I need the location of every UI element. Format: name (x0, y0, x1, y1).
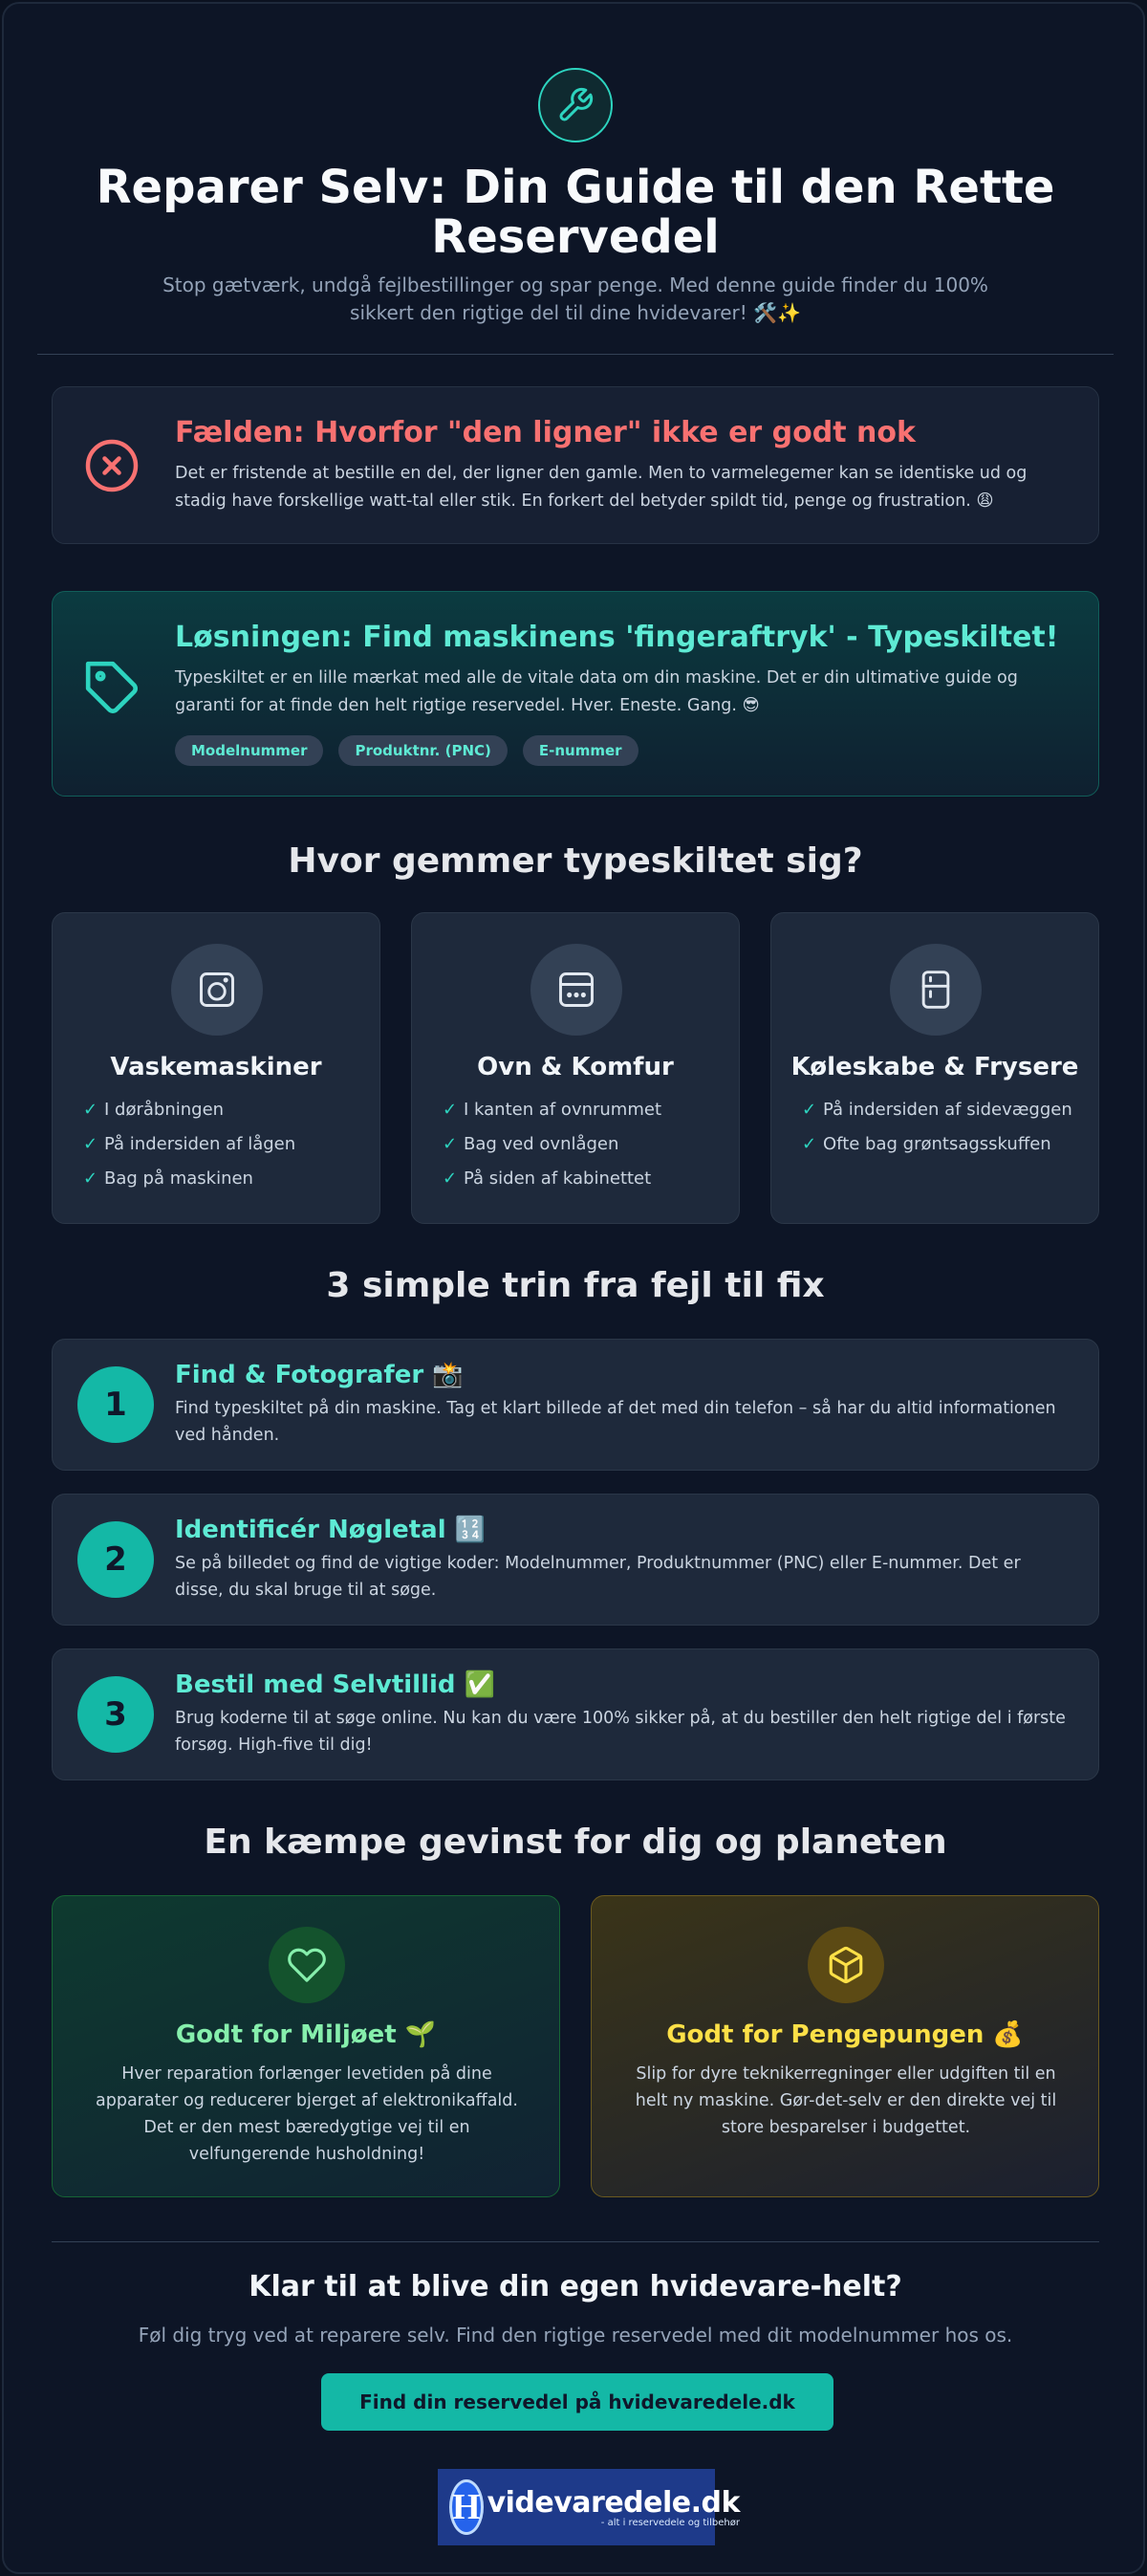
location-title: Vaskemaskiner (110, 1053, 322, 1081)
logo-name: videvaredele.dk (487, 2486, 740, 2520)
tag-pnc: Produktnr. (PNC) (338, 735, 507, 766)
step-number: 1 (77, 1366, 154, 1443)
cta-title: Klar til at blive din egen hvidevare-helt? (249, 2270, 902, 2303)
logo-text (487, 2486, 740, 2528)
step-title: Bestil med Selvtillid ✅ (175, 1670, 495, 1699)
page-subtitle: Stop gætværk, undgå fejlbestillinger og spar penge. Med denne guide finder du 100% sikkert den rigtige del til dine hvidevarer! 🛠️✨ (162, 273, 988, 324)
solution-title: Løsningen: Find maskinens 'fingeraftryk' - Typeskiltet! (175, 621, 1059, 654)
hvidevaredele-logo[interactable] (438, 2469, 740, 2545)
tag-list (175, 735, 638, 766)
solution-text: Typeskiltet er en lille mærkat med alle de vitale data om din maskine. Det er din ultimative guide og garanti for at finde den helt rigtige reservedel. Hver. Eneste. Gang. 😎 (175, 668, 1018, 715)
location-title: Ovn & Komfur (477, 1053, 674, 1081)
benefit-title: Godt for Pengepungen 💰 (666, 2020, 1024, 2049)
oven-icon (530, 944, 622, 1036)
benefit-text: Slip for dyre teknikerregninger eller udgiften til en helt ny maskine. Gør-det-selv er den direkte vej til store besparelser i budgettet. (635, 2064, 1057, 2137)
step-number: 3 (77, 1676, 154, 1753)
check-icon: ✓ (802, 1134, 817, 1154)
list-item: ✓ I døråbningen (83, 1097, 360, 1124)
tag-icon (83, 659, 142, 722)
check-icon: ✓ (443, 1168, 458, 1189)
step-text: Find typeskiltet på din maskine. Tag et klart billede af det med din telefon – så har du altid informationen ved hånden. (175, 1399, 1056, 1445)
find-part-button[interactable]: Find din reservedel på hvidevaredele.dk (321, 2373, 833, 2431)
divider (52, 2241, 1099, 2242)
step-text: Se på billedet og find de vigtige koder: Modelnummer, Produktnummer (PNC) eller E-nummer. Det er disse, du skal bruge til at søge. (175, 1554, 1021, 1600)
location-card-fridge (770, 912, 1099, 1224)
logo-mark: H (449, 2479, 484, 2535)
list-item: ✓ På indersiden af sidevæggen (802, 1097, 1079, 1124)
trap-title: Fælden: Hvorfor "den ligner" ikke er godt nok (175, 416, 916, 449)
check-icon: ✓ (83, 1168, 98, 1189)
list-item: ✓ Ofte bag grøntsagsskuffen (802, 1131, 1079, 1158)
wrench-icon (538, 68, 613, 142)
box-icon (808, 1927, 884, 2003)
divider (37, 354, 1114, 355)
page-title: Reparer Selv: Din Guide til den Rette Reservedel (96, 161, 1055, 264)
trap-text: Det er fristende at bestille en del, der ligner den gamle. Men to varmelegemer kan se identiske ud og stadig have forskellige watt-tal eller stik. En forkert del betyder spildt tid, penge og frustration. 😩 (175, 464, 1028, 511)
step-card-3 (52, 1648, 1099, 1780)
fridge-icon (890, 944, 982, 1036)
infographic-page (2, 2, 1145, 2574)
steps-heading: 3 simple trin fra fejl til fix (326, 1266, 825, 1305)
check-icon: ✓ (802, 1100, 817, 1120)
location-list (802, 1097, 1079, 1166)
list-item: ✓ Bag ved ovnlågen (443, 1131, 720, 1158)
benefits-heading: En kæmpe gevinst for dig og planeten (204, 1823, 947, 1862)
location-card-oven (411, 912, 740, 1224)
tag-e-number: E-nummer (523, 735, 638, 766)
step-text: Brug koderne til at søge online. Nu kan du være 100% sikker på, at du bestiller den helt rigtige del i første forsøg. High-five til dig! (175, 1709, 1066, 1755)
list-item: ✓ På indersiden af lågen (83, 1131, 360, 1158)
washing-machine-icon (171, 944, 263, 1036)
benefit-card-environment (52, 1895, 560, 2197)
check-icon: ✓ (443, 1100, 458, 1120)
benefit-text: Hver reparation forlænger levetiden på dine apparater og reducerer bjerget af elektronikaffald. Det er den mest bæredygtige vej til en velfungerende husholdning! (96, 2064, 518, 2164)
location-card-washing (52, 912, 380, 1224)
step-number: 2 (77, 1521, 154, 1598)
locations-heading: Hvor gemmer typeskiltet sig? (288, 841, 863, 881)
list-item: ✓ Bag på maskinen (83, 1166, 360, 1192)
check-icon: ✓ (83, 1100, 98, 1120)
check-icon: ✓ (443, 1134, 458, 1154)
check-icon: ✓ (83, 1134, 98, 1154)
benefit-title: Godt for Miljøet 🌱 (175, 2020, 437, 2049)
step-card-2 (52, 1494, 1099, 1626)
list-item: ✓ På siden af kabinettet (443, 1166, 720, 1192)
step-title: Identificér Nøgletal 🔢 (175, 1516, 487, 1544)
step-card-1 (52, 1339, 1099, 1471)
solution-card (52, 591, 1099, 797)
list-item: ✓ I kanten af ovnrummet (443, 1097, 720, 1124)
location-title: Køleskabe & Frysere (790, 1053, 1079, 1081)
heart-icon (269, 1927, 345, 2003)
step-title: Find & Fotografer 📸 (175, 1361, 464, 1389)
location-list (443, 1097, 720, 1200)
cta-subtitle: Føl dig tryg ved at reparere selv. Find den rigtige reservedel med dit modelnummer hos os. (138, 2324, 1013, 2347)
logo-tagline: - alt i reservedele og tilbehør (600, 2518, 740, 2528)
x-circle-icon (83, 437, 141, 498)
benefit-card-money (591, 1895, 1099, 2197)
trap-card (52, 386, 1099, 544)
tag-model-number: Modelnummer (175, 735, 323, 766)
location-list (83, 1097, 360, 1200)
